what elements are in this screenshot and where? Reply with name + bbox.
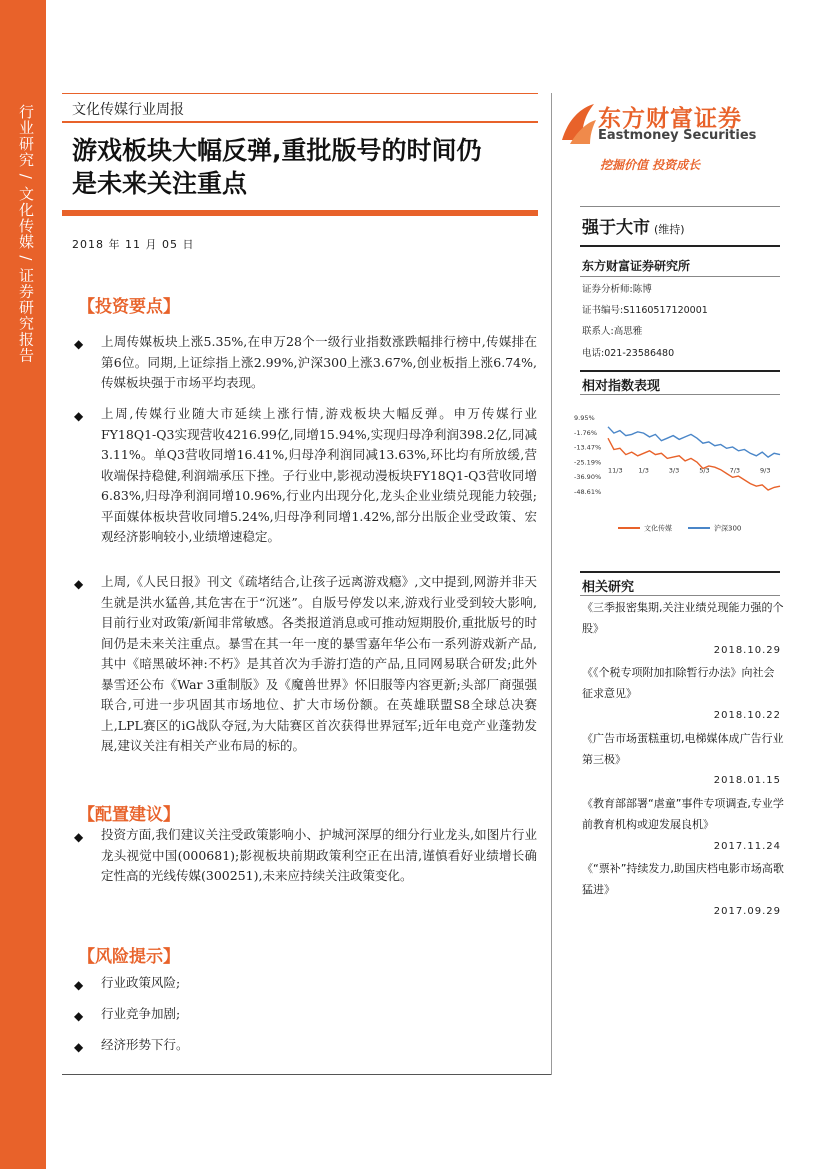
institute-name: 东方财富证券研究所	[582, 259, 691, 273]
section-heading-risk: 【风险提示】	[78, 947, 180, 967]
chart-x-tick-label: 1/3	[638, 466, 649, 475]
report-title-line1: 游戏板块大幅反弹,重批版号的时间仍	[72, 136, 482, 165]
related-item-title: 《“票补”持续发力,助国庆档电影市场高歌猛进》	[582, 862, 784, 896]
related-item-date: 2018.10.29	[713, 645, 781, 656]
phone-number: 电话:021-23586480	[582, 348, 675, 359]
brand-slogan: 挖掘价值 投资成长	[600, 158, 701, 172]
right-rule	[580, 206, 780, 207]
analyst-name: 证券分析师:陈博	[582, 284, 652, 295]
chart-y-tick-label: -1.76%	[574, 428, 597, 437]
title-rule	[62, 210, 538, 216]
cert-number: 证书编号:S1160517120001	[582, 305, 708, 316]
right-rule	[580, 595, 780, 596]
right-rule	[580, 394, 780, 395]
chart-series-line-文化传媒	[608, 438, 780, 490]
chart-heading: 相对指数表现	[582, 379, 661, 394]
relative-index-chart	[572, 400, 784, 545]
chart-y-tick-label: -13.47%	[574, 443, 602, 452]
report-title	[72, 134, 542, 200]
sidebar-band	[0, 0, 46, 1169]
chart-y-tick-label: -25.19%	[574, 458, 602, 467]
right-rule	[580, 276, 780, 277]
report-date: 2018 年 11 月 05 日	[72, 238, 195, 251]
chart-x-tick-label: 7/3	[729, 466, 741, 475]
chart-y-tick-label: -48.61%	[574, 488, 602, 496]
right-rule	[580, 571, 780, 573]
related-heading: 相关研究	[582, 580, 635, 595]
related-item-date: 2017.11.24	[713, 841, 781, 852]
related-item-title: 《《个税专项附加扣除暂行办法》向社会征求意见》	[582, 666, 775, 700]
section-heading-investment: 【投资要点】	[78, 297, 180, 317]
risk-item-2: 行业竞争加剧;	[101, 1006, 181, 1021]
chart-legend-label: 沪深300	[714, 524, 742, 533]
diamond-bullet-icon: ◆	[74, 337, 84, 351]
chart-x-tick-label: 3/3	[668, 466, 680, 475]
contact-name: 联系人:高思雅	[582, 326, 643, 337]
related-item-date: 2017.09.29	[713, 906, 781, 917]
rating-label: 强于大市	[582, 218, 650, 238]
footer-rule	[62, 1074, 552, 1075]
investment-paragraph-1: 上周传媒板块上涨5.35%,在申万28个一级行业指数涨跌幅排行榜中,传媒排在第6位。同期,上证综指上涨2.99%,沪深300上涨3.67%,创业板指上涨6.74%,传媒板块强于市场平均表现。	[101, 334, 537, 390]
related-item-title: 《三季报密集期,关注业绩兑现能力强的个股》	[582, 601, 784, 635]
risk-item-3: 经济形势下行。	[101, 1037, 189, 1052]
column-divider	[551, 93, 552, 1075]
diamond-bullet-icon: ◆	[74, 577, 84, 591]
diamond-bullet-icon: ◆	[74, 978, 84, 992]
investment-paragraph-2: 上周,传媒行业随大市延续上涨行情,游戏板块大幅反弹。申万传媒行业FY18Q1-Q3实现营收4216.99亿,同增15.94%,实现归母净利润398.2亿,同减3.11%。单Q3营收同增16.41%,归母净利润同减13.63%,环比均有所放缓,营收端保持稳健,利润端承压下挫。子行业中,影视动漫板块FY18Q1-Q3营收同增6.83%,归母净利润同增10.96%,行业内出现分化,龙头企业业绩兑现能力较强;平面媒体板块营收同增5.24%,归母净利同增1.42%,部分出版企业受政策、宏观经济影响较小,业绩增速稳定。	[101, 406, 537, 544]
chart-y-tick-label: -36.90%	[574, 473, 602, 482]
chart-y-tick-label: 9.95%	[574, 414, 595, 422]
config-paragraph: 投资方面,我们建议关注受政策影响小、护城河深厚的细分行业龙头,如图片行业龙头视觉中国(000681);影视板块前期政策利空正在出清,谨慎看好业绩增长确定性高的光线传媒(300251),未来应持续关注政策变化。	[101, 827, 537, 883]
rating-status: (维持)	[654, 223, 685, 236]
chart-series-line-沪深300	[608, 427, 780, 457]
section-heading-config: 【配置建议】	[78, 805, 180, 825]
related-item-title: 《广告市场蛋糕重切,电梯媒体成广告行业第三极》	[582, 732, 784, 766]
related-item-date: 2018.10.22	[713, 710, 781, 721]
report-type: 文化传媒行业周报	[72, 102, 184, 118]
sidebar-category-text: 行业研究 / 文化传媒 / 证券研究报告	[17, 104, 35, 364]
diamond-bullet-icon: ◆	[74, 1009, 84, 1023]
rating	[582, 213, 685, 238]
right-rule	[580, 370, 780, 372]
right-rule	[580, 245, 780, 247]
header-top-rule	[62, 93, 538, 94]
brand-name-cn: 东方财富证券	[598, 106, 742, 132]
diamond-bullet-icon: ◆	[74, 830, 84, 844]
investment-paragraph-3: 上周,《人民日报》刊文《疏堵结合,让孩子远离游戏瘾》,文中提到,网游并非天生就是洪水猛兽,其危害在于“沉迷”。自版号停发以来,游戏行业受到较大影响,目前行业对政策/新闻非常敏感。各类报道消息或可推动短期股价,重批版号的时间仍是未来关注重点。暴雪在其一年一度的暴雪嘉年华公布一系列游戏新产品,其中《暗黑破坏神:不朽》是其首次为手游打造的产品,且同网易联合研发;此外暴雪还公布《War 3重制版》及《魔兽世界》怀旧服等内容更新;头部厂商强强联合,可进一步巩固其市场地位、扩大市场份额。在英雄联盟S8全球总决赛上,LPL赛区的iG战队夺冠,为大陆赛区首次获得世界冠军;近年电竞产业蓬勃发展,建议关注有相关产业布局的标的。	[101, 574, 537, 753]
chart-x-tick-label: 9/3	[760, 466, 771, 475]
related-item-title: 《教育部部署“虐童”事件专项调查,专业学前教育机构或迎发展良机》	[582, 797, 784, 831]
chart-x-tick-label: 5/3	[699, 466, 710, 475]
header-rule	[62, 121, 538, 123]
diamond-bullet-icon: ◆	[74, 409, 84, 423]
related-item-date: 2018.01.15	[713, 775, 781, 786]
risk-item-1: 行业政策风险;	[101, 975, 181, 990]
chart-x-tick-label: 11/3	[608, 466, 623, 475]
chart-legend-label: 文化传媒	[644, 524, 672, 533]
report-title-line2: 是未来关注重点	[72, 169, 248, 198]
diamond-bullet-icon: ◆	[74, 1040, 84, 1054]
brand-name-en: Eastmoney Securities	[598, 128, 757, 143]
